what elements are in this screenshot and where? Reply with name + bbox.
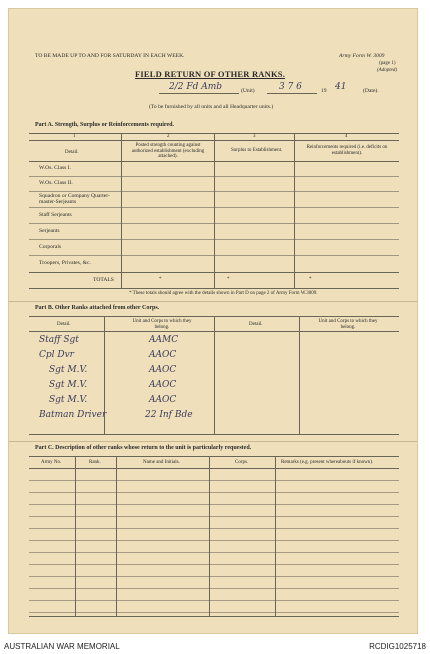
col-number: 3 — [253, 134, 256, 139]
totals-asterisk: * — [309, 277, 312, 282]
entry-detail: Batman Driver — [39, 410, 107, 420]
part-c-row-rule — [29, 540, 399, 541]
part-a-col-divider — [214, 133, 215, 289]
row-rule — [29, 239, 399, 240]
date-label: (Date). — [363, 88, 379, 94]
row-label: Corporals — [39, 244, 62, 250]
footer-source: AUSTRALIAN WAR MEMORIAL — [4, 642, 120, 651]
col-number: 4 — [345, 134, 348, 139]
part-c-row-rule — [29, 576, 399, 577]
col-header-posted: Posted strength counting against authorized establishment (excluding attached). — [131, 143, 205, 159]
part-c-row-rule — [29, 552, 399, 553]
part-a-col-divider — [294, 133, 295, 289]
entry-unit: AAOC — [149, 365, 177, 375]
part-c-row-rule — [29, 492, 399, 493]
page-title: FIELD RETURN OF OTHER RANKS. — [135, 69, 286, 79]
part-b-col-divider — [214, 316, 215, 434]
part-b-col-header: Detail. — [57, 322, 71, 327]
part-a-col-divider — [121, 133, 122, 289]
row-label: W.Os. Class I. — [39, 165, 71, 171]
entry-unit: AAOC — [149, 395, 177, 405]
part-c-col-header: Corps. — [235, 460, 249, 465]
row-label: Squadron or Company Quarter-master-Serjeants — [39, 193, 110, 205]
page-reference: (page 1) — [379, 61, 396, 66]
entry-detail: Cpl Dvr — [39, 350, 74, 360]
form-reference: Army Form W. 3009 — [339, 53, 385, 59]
instruction-text: TO BE MADE UP TO AND FOR SATURDAY IN EACH WEEK. — [35, 53, 185, 59]
archive-footer — [0, 638, 430, 654]
row-rule — [29, 176, 399, 177]
part-c-row-rule — [29, 504, 399, 505]
part-b-col-divider — [299, 316, 300, 434]
part-c-row-rule — [29, 480, 399, 481]
entry-unit: 22 Inf Bde — [145, 410, 193, 420]
part-c-col-header: Rank. — [89, 460, 101, 465]
unit-label: (Unit) — [241, 88, 255, 94]
part-a-footnote: * These totals should agree with the details shown in Part D on page 2 of Army Form W.3009. — [129, 291, 318, 296]
entry-detail: Sgt M.V. — [49, 380, 88, 390]
document-page — [8, 8, 418, 634]
col-header-detail: Detail. — [65, 150, 79, 155]
row-rule — [29, 223, 399, 224]
col-header-reinforcements: Reinforcements required (i.e. deficits on establishment). — [306, 145, 388, 156]
part-c-row-rule — [29, 528, 399, 529]
part-c-top-rule — [29, 456, 399, 457]
entry-unit: AAOC — [149, 350, 177, 360]
part-b-col-header: Unit and Corps to which they belong. — [318, 319, 378, 330]
part-c-title: Part C. Description of other ranks whose return to the unit is particularly requested. — [35, 445, 252, 451]
entry-unit: AAOC — [149, 380, 177, 390]
part-a-bottom-rule — [29, 288, 399, 289]
date-value: 3 7 6 — [279, 82, 302, 92]
paper-fold — [9, 301, 417, 302]
part-c-col-header: Army No. — [41, 460, 62, 465]
part-b-title: Part B. Other Ranks attached from other Corps. — [35, 305, 160, 311]
part-b-col-header: Unit and Corps to which they belong. — [132, 319, 192, 330]
part-c-header-rule — [29, 468, 399, 469]
totals-label: TOTALS — [93, 277, 114, 283]
adopted-label: (Adopted) — [377, 68, 397, 73]
part-c-col-header: Remarks (e.g. present whereabouts if known). — [281, 460, 374, 465]
part-c-row-rule — [29, 564, 399, 565]
part-b-col-header: Detail. — [249, 322, 263, 327]
date-underline — [267, 93, 317, 94]
part-a-title: Part A. Strength, Surplus or Reinforcements required. — [35, 122, 174, 128]
col-number: 2 — [167, 134, 170, 139]
unit-value: 2/2 Fd Amb — [169, 82, 223, 92]
row-label: Staff Serjeants — [39, 212, 72, 218]
entry-detail: Sgt M.V. — [49, 395, 88, 405]
col-number: 1 — [73, 134, 76, 139]
paper-fold — [9, 441, 417, 442]
part-c-row-rule — [29, 612, 399, 613]
entry-unit: AAMC — [149, 335, 179, 345]
footer-id: RCDIG1025718 — [369, 642, 426, 651]
row-rule — [29, 255, 399, 256]
entry-detail: Sgt M.V. — [49, 365, 88, 375]
part-c-row-rule — [29, 600, 399, 601]
row-rule — [29, 207, 399, 208]
entry-detail: Staff Sgt — [39, 335, 79, 345]
year-prefix: 19 — [321, 88, 327, 94]
part-c-row-rule — [29, 516, 399, 517]
part-c-col-header: Name and Initials. — [143, 460, 180, 465]
part-c-bottom-rule — [29, 616, 399, 617]
row-rule — [29, 191, 399, 192]
furnished-note: (To be furnished by all units and all Headquarter units.) — [149, 104, 274, 110]
unit-underline — [159, 93, 239, 94]
totals-asterisk: * — [159, 277, 162, 282]
row-label: W.Os. Class II. — [39, 180, 73, 186]
row-label: Serjeants — [39, 228, 60, 234]
part-c-row-rule — [29, 588, 399, 589]
part-b-bottom-rule — [29, 434, 399, 435]
totals-rule — [29, 272, 399, 273]
year-value: 41 — [335, 82, 347, 92]
col-header-surplus: Surplus to Establishment. — [231, 148, 283, 153]
row-label: Troopers, Privates, &c. — [39, 260, 91, 266]
totals-asterisk: * — [227, 277, 230, 282]
